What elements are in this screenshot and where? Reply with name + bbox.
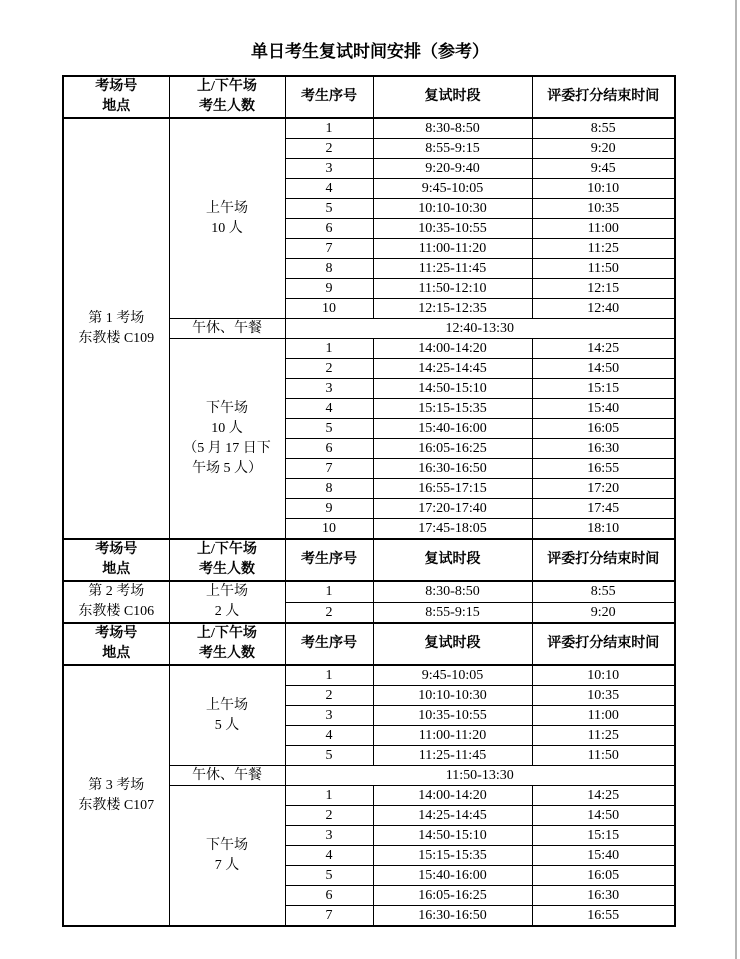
time-slot-cell: 14:25-14:45 (373, 359, 532, 379)
end-time-cell: 9:45 (532, 159, 675, 179)
time-slot-cell: 17:20-17:40 (373, 499, 532, 519)
end-time-cell: 15:40 (532, 846, 675, 866)
cell-text-line: 考生人数 (199, 562, 255, 577)
header-cell (285, 623, 373, 665)
time-slot-cell: 8:55-9:15 (373, 139, 532, 159)
candidate-no-cell: 2 (285, 686, 373, 706)
candidate-no-cell: 1 (285, 786, 373, 806)
candidate-no-cell: 8 (285, 259, 373, 279)
cell-text-line: 地点 (102, 646, 131, 661)
end-time-cell: 14:50 (532, 359, 675, 379)
session-cell (169, 665, 285, 766)
cell-text-line: 上/下午场 (197, 79, 257, 94)
end-time-cell: 11:25 (532, 239, 675, 259)
table-row (63, 665, 675, 686)
room-cell (63, 581, 169, 623)
cell-text-line: 5 人 (214, 717, 240, 733)
header-row (63, 623, 675, 665)
cell-text-line: 评委打分结束时间 (547, 552, 660, 567)
candidate-no-cell: 3 (285, 379, 373, 399)
cell-text-line: 东教楼 C106 (78, 604, 155, 619)
candidate-no-cell: 10 (285, 299, 373, 319)
end-time-cell: 12:40 (532, 299, 675, 319)
candidate-no-cell: 2 (285, 359, 373, 379)
candidate-no-cell: 5 (285, 199, 373, 219)
time-slot-cell: 16:30-16:50 (373, 906, 532, 927)
end-time-cell: 15:40 (532, 399, 675, 419)
cell-text-line: （5 月 17 日下 (183, 440, 271, 456)
time-slot-cell: 8:55-9:15 (373, 602, 532, 623)
time-slot-cell: 14:50-15:10 (373, 379, 532, 399)
candidate-no-cell: 1 (285, 339, 373, 359)
cell-text-line: 东教楼 C107 (78, 797, 155, 813)
header-cell (63, 539, 169, 581)
candidate-no-cell: 5 (285, 419, 373, 439)
header-cell (373, 539, 532, 581)
header-cell (169, 623, 285, 665)
page-title: 单日考生复试时间安排（参考） (251, 42, 489, 61)
header-cell (532, 539, 675, 581)
end-time-cell: 14:50 (532, 806, 675, 826)
candidate-no-cell: 9 (285, 279, 373, 299)
cell-text-line: 东教楼 C109 (78, 330, 155, 346)
room-cell (63, 665, 169, 926)
end-time-cell: 16:05 (532, 419, 675, 439)
cell-text-line: 10 人 (211, 420, 243, 436)
end-time-cell: 18:10 (532, 519, 675, 540)
time-slot-cell: 8:30-8:50 (373, 581, 532, 602)
candidate-no-cell: 6 (285, 219, 373, 239)
room-cell (63, 118, 169, 539)
cell-text-line: 上/下午场 (197, 626, 257, 641)
end-time-cell: 16:30 (532, 886, 675, 906)
candidate-no-cell: 3 (285, 826, 373, 846)
time-slot-cell: 14:50-15:10 (373, 826, 532, 846)
table-row (63, 581, 675, 602)
time-slot-cell: 11:50-12:10 (373, 279, 532, 299)
cell-text-line: 复试时段 (424, 636, 481, 651)
end-time-cell: 9:20 (532, 139, 675, 159)
header-row (63, 76, 675, 118)
time-slot-cell: 9:20-9:40 (373, 159, 532, 179)
schedule-table (62, 75, 676, 927)
candidate-no-cell: 3 (285, 706, 373, 726)
candidate-no-cell: 1 (285, 118, 373, 139)
end-time-cell: 16:55 (532, 459, 675, 479)
cell-text-line: 10 人 (211, 220, 243, 236)
cell-text-line: 评委打分结束时间 (547, 89, 660, 104)
time-slot-cell: 9:45-10:05 (373, 665, 532, 686)
session-cell (169, 339, 285, 540)
candidate-no-cell: 5 (285, 746, 373, 766)
candidate-no-cell: 2 (285, 139, 373, 159)
candidate-no-cell: 10 (285, 519, 373, 540)
candidate-no-cell: 4 (285, 846, 373, 866)
time-slot-cell: 12:15-12:35 (373, 299, 532, 319)
lunch-time-cell: 11:50-13:30 (285, 766, 675, 786)
end-time-cell: 15:15 (532, 379, 675, 399)
time-slot-cell: 15:15-15:35 (373, 846, 532, 866)
header-cell (169, 76, 285, 118)
time-slot-cell: 14:25-14:45 (373, 806, 532, 826)
candidate-no-cell: 5 (285, 866, 373, 886)
cell-text-line: 考场号 (95, 79, 138, 94)
candidate-no-cell: 1 (285, 581, 373, 602)
candidate-no-cell: 8 (285, 479, 373, 499)
time-slot-cell: 10:35-10:55 (373, 706, 532, 726)
end-time-cell: 16:05 (532, 866, 675, 886)
header-cell (373, 76, 532, 118)
cell-text-line: 考生序号 (301, 552, 357, 567)
cell-text-line: 地点 (102, 562, 131, 577)
cell-text-line: 考场号 (95, 626, 138, 641)
time-slot-cell: 11:25-11:45 (373, 259, 532, 279)
cell-text-line: 上午场 (206, 697, 248, 713)
end-time-cell: 12:15 (532, 279, 675, 299)
end-time-cell: 16:30 (532, 439, 675, 459)
cell-text-line: 上午场 (206, 200, 248, 216)
table-row (63, 118, 675, 139)
cell-text-line: 下午场 (206, 400, 248, 416)
candidate-no-cell: 6 (285, 439, 373, 459)
session-cell (169, 118, 285, 319)
time-slot-cell: 14:00-14:20 (373, 339, 532, 359)
candidate-no-cell: 1 (285, 665, 373, 686)
lunch-time-cell: 12:40-13:30 (285, 319, 675, 339)
time-slot-cell: 9:45-10:05 (373, 179, 532, 199)
end-time-cell: 11:50 (532, 259, 675, 279)
time-slot-cell: 14:00-14:20 (373, 786, 532, 806)
end-time-cell: 10:10 (532, 665, 675, 686)
time-slot-cell: 15:40-16:00 (373, 419, 532, 439)
cell-text-line: 7 人 (214, 857, 240, 873)
end-time-cell: 15:15 (532, 826, 675, 846)
time-slot-cell: 10:10-10:30 (373, 686, 532, 706)
lunch-label-cell: 午休、午餐 (169, 766, 285, 786)
end-time-cell: 11:50 (532, 746, 675, 766)
cell-text-line: 午场 5 人） (192, 460, 262, 476)
time-slot-cell: 16:55-17:15 (373, 479, 532, 499)
time-slot-cell: 16:05-16:25 (373, 439, 532, 459)
time-slot-cell: 16:30-16:50 (373, 459, 532, 479)
cell-text-line: 上午场 (206, 584, 248, 599)
cell-text-line: 考生人数 (199, 646, 255, 661)
time-slot-cell: 8:30-8:50 (373, 118, 532, 139)
end-time-cell: 17:45 (532, 499, 675, 519)
header-cell (373, 623, 532, 665)
candidate-no-cell: 4 (285, 726, 373, 746)
end-time-cell: 16:55 (532, 906, 675, 927)
candidate-no-cell: 2 (285, 602, 373, 623)
cell-text-line: 地点 (102, 99, 131, 114)
cell-text-line: 第 1 考场 (88, 310, 145, 326)
cell-text-line: 上/下午场 (197, 542, 257, 557)
cell-text-line: 考场号 (95, 542, 138, 557)
candidate-no-cell: 7 (285, 459, 373, 479)
time-slot-cell: 10:10-10:30 (373, 199, 532, 219)
header-cell (532, 623, 675, 665)
candidate-no-cell: 2 (285, 806, 373, 826)
header-cell (169, 539, 285, 581)
session-cell (169, 581, 285, 623)
candidate-no-cell: 7 (285, 239, 373, 259)
end-time-cell: 8:55 (532, 118, 675, 139)
cell-text-line: 第 3 考场 (88, 777, 145, 793)
time-slot-cell: 11:00-11:20 (373, 726, 532, 746)
end-time-cell: 9:20 (532, 602, 675, 623)
end-time-cell: 8:55 (532, 581, 675, 602)
time-slot-cell: 15:15-15:35 (373, 399, 532, 419)
time-slot-cell: 17:45-18:05 (373, 519, 532, 540)
cell-text-line: 考生序号 (301, 636, 357, 651)
candidate-no-cell: 7 (285, 906, 373, 927)
candidate-no-cell: 4 (285, 179, 373, 199)
cell-text-line: 2 人 (214, 604, 240, 619)
end-time-cell: 14:25 (532, 339, 675, 359)
cell-text-line: 考生序号 (301, 89, 357, 104)
cell-text-line: 评委打分结束时间 (547, 636, 660, 651)
end-time-cell: 10:35 (532, 686, 675, 706)
header-cell (63, 76, 169, 118)
time-slot-cell: 11:00-11:20 (373, 239, 532, 259)
session-cell (169, 786, 285, 927)
end-time-cell: 10:10 (532, 179, 675, 199)
time-slot-cell: 10:35-10:55 (373, 219, 532, 239)
candidate-no-cell: 6 (285, 886, 373, 906)
end-time-cell: 11:00 (532, 706, 675, 726)
header-cell (285, 539, 373, 581)
lunch-label-cell: 午休、午餐 (169, 319, 285, 339)
end-time-cell: 10:35 (532, 199, 675, 219)
end-time-cell: 11:00 (532, 219, 675, 239)
cell-text-line: 第 2 考场 (88, 584, 145, 599)
cell-text-line: 复试时段 (424, 552, 481, 567)
header-cell (532, 76, 675, 118)
time-slot-cell: 16:05-16:25 (373, 886, 532, 906)
header-cell (63, 623, 169, 665)
cell-text-line: 考生人数 (199, 99, 255, 114)
page-edge-line (735, 0, 737, 959)
end-time-cell: 14:25 (532, 786, 675, 806)
cell-text-line: 复试时段 (424, 89, 481, 104)
cell-text-line: 下午场 (206, 837, 248, 853)
candidate-no-cell: 3 (285, 159, 373, 179)
end-time-cell: 11:25 (532, 726, 675, 746)
header-row (63, 539, 675, 581)
time-slot-cell: 11:25-11:45 (373, 746, 532, 766)
candidate-no-cell: 4 (285, 399, 373, 419)
time-slot-cell: 15:40-16:00 (373, 866, 532, 886)
end-time-cell: 17:20 (532, 479, 675, 499)
candidate-no-cell: 9 (285, 499, 373, 519)
header-cell (285, 76, 373, 118)
